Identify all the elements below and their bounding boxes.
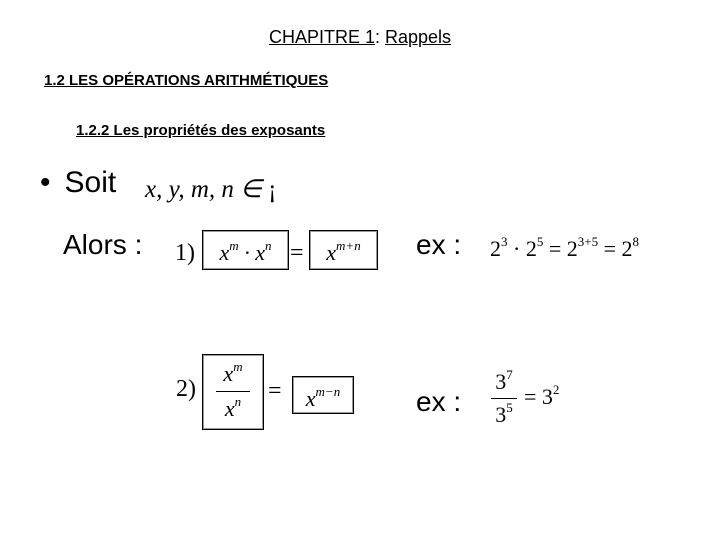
example1-e3: 3+5 [577, 234, 599, 249]
rule2-den-base: x [224, 396, 235, 421]
example2-result [524, 384, 559, 410]
rule2-den-exp: n [234, 394, 242, 409]
example1-op: · [507, 236, 526, 261]
example2-rhs-exp: 2 [552, 382, 560, 397]
example2-denominator [490, 401, 518, 429]
example1-eq1: = [543, 236, 567, 261]
bullet-label: Soit [64, 166, 117, 199]
example1-b2: 2 [525, 236, 537, 261]
rule2-lhs-box [202, 354, 264, 430]
rule2-rhs-box [292, 376, 354, 414]
example2-label: ex : [416, 386, 462, 417]
rule1-lhs-base2: x [255, 240, 265, 265]
variable-set [145, 174, 276, 204]
bullet-line [40, 166, 116, 200]
rule1-lhs-exp2: n [264, 238, 272, 253]
example2-fraction [490, 368, 518, 429]
example1-label: ex : [416, 229, 462, 260]
rule1-rhs-exp: m+n [336, 238, 361, 253]
example2-num-base: 3 [495, 369, 507, 394]
rule1-lhs-base1: x [219, 240, 230, 265]
example2-equals: = [524, 384, 542, 409]
rule2-numerator [203, 359, 263, 389]
rule1-lhs [203, 240, 288, 266]
example1-b1: 2 [490, 236, 501, 261]
example2-numerator [490, 368, 518, 396]
rule1-rhs [310, 240, 377, 266]
example1-e2: 5 [536, 234, 544, 249]
example2-den-exp: 5 [506, 400, 513, 415]
example1-eq2: = [598, 236, 622, 261]
chapter-topic: Rappels [385, 27, 452, 47]
subsection-heading: 1.2.2 Les propriétés des exposants [76, 122, 326, 139]
rule2-num-exp: m [233, 359, 243, 374]
example2-fraction-bar [491, 398, 517, 399]
rule2-fraction-bar [216, 391, 250, 392]
rule1-equals: = [290, 240, 304, 266]
example2-den-base: 3 [495, 402, 507, 427]
page-title [0, 27, 720, 48]
rule2-rhs [293, 386, 353, 412]
rule1-number: 1) [175, 240, 195, 266]
example1-b3: 2 [566, 236, 578, 261]
title-colon: : [374, 27, 385, 47]
rule2-fraction [203, 359, 263, 424]
rule2-denominator [203, 394, 263, 424]
rule2-rhs-exp: m−n [315, 384, 341, 399]
rule2-num-base: x [223, 361, 234, 386]
variable-list: x, y, m, n ∈ [145, 176, 269, 203]
alors-label: Alors : [63, 229, 143, 260]
section-heading: 1.2 LES OPÉRATIONS ARITHMÉTIQUES [44, 72, 329, 89]
example1-e4: 8 [632, 234, 640, 249]
rule1-op: · [238, 240, 256, 265]
rule1-rhs-box [309, 230, 378, 270]
rule1-rhs-base: x [326, 240, 337, 265]
example2-num-exp: 7 [506, 367, 513, 382]
example2-rhs-base: 3 [541, 384, 553, 409]
rule1-lhs-box [202, 230, 289, 270]
example1-b4: 2 [621, 236, 633, 261]
example1-expression [490, 236, 639, 262]
set-symbol: ¡ [268, 176, 277, 203]
rule2-rhs-base: x [305, 386, 316, 411]
example1-e1: 3 [501, 234, 508, 249]
chapter-label: CHAPITRE 1 [268, 27, 375, 47]
rule2-number: 2) [176, 376, 196, 402]
rule1-lhs-exp1: m [229, 238, 239, 253]
bullet-dot: • [40, 166, 51, 199]
rule2-equals: = [268, 378, 282, 404]
